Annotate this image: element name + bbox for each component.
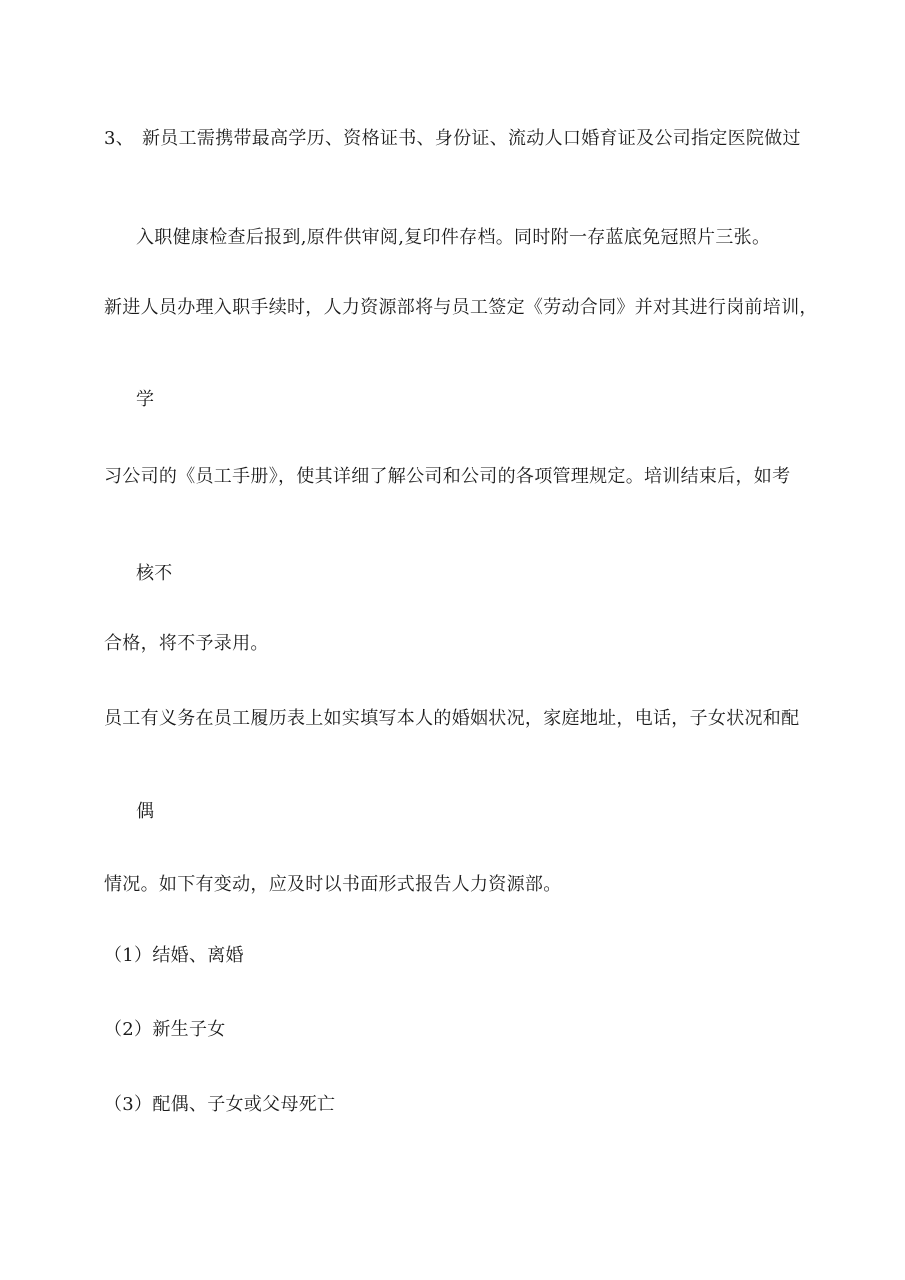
- duty-paragraph-line-1: 员工有义务在员工履历表上如实填写本人的婚姻状况，家庭地址，电话，子女状况和配: [104, 708, 800, 729]
- item-3-line-1: [104, 127, 801, 151]
- training-paragraph-line-4: 核不: [136, 563, 173, 584]
- duty-paragraph-line-2: 偶: [136, 801, 155, 822]
- training-paragraph-line-5: 合格，将不予录用。: [104, 633, 269, 654]
- list-item: （1）结婚、离婚: [104, 945, 244, 966]
- training-paragraph-line-1: 新进人员办理入职手续时，人力资源部将与员工签定《劳动合同》并对其进行岗前培训，: [104, 297, 818, 318]
- list-item: （3）配偶、子女或父母死亡: [104, 1094, 336, 1115]
- item-3-line-2: 入职健康检查后报到,原件供审阅,复印件存档。同时附一存蓝底免冠照片三张。: [136, 227, 771, 248]
- item-number: 3、: [104, 128, 135, 149]
- training-paragraph-line-2: 学: [136, 389, 155, 410]
- training-paragraph-line-3: 习公司的《员工手册》，使其详细了解公司和公司的各项管理规定。培训结束后，如考: [104, 466, 791, 487]
- duty-paragraph-line-3: 情况。如下有变动，应及时以书面形式报告人力资源部。: [104, 874, 562, 895]
- list-item: （2）新生子女: [104, 1019, 226, 1040]
- item-3-text-1: 新员工需携带最高学历、资格证书、身份证、流动人口婚育证及公司指定医院做过: [142, 128, 801, 149]
